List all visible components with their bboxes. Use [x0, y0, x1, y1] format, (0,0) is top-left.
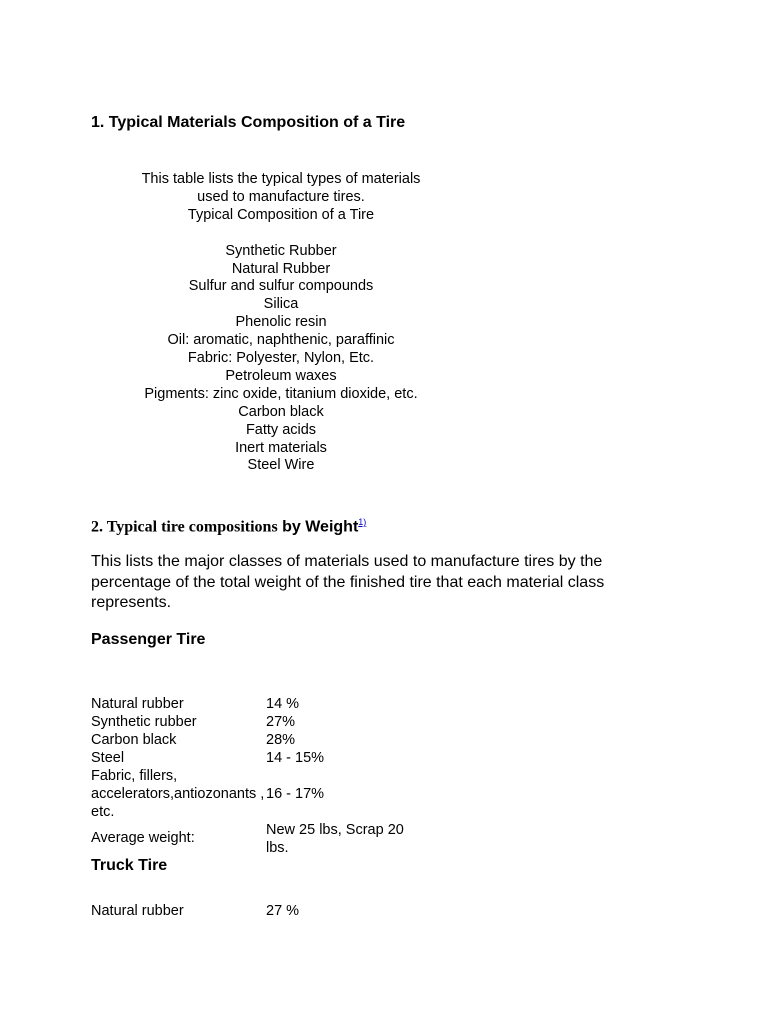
section2-paragraph: This lists the major classes of materials used to manufacture tires by the percentage of the total weight of the finished tire that each material class represents. [91, 553, 605, 611]
list-item: Phenolic resin [235, 314, 327, 331]
material-cell: Steel [91, 750, 125, 766]
list-item: Synthetic Rubber [225, 242, 337, 259]
list-item: Oil: aromatic, naphthenic, paraffinic [167, 332, 395, 349]
material-cell: Natural rubber [91, 696, 184, 712]
material-cell: Synthetic rubber [91, 714, 197, 730]
value-cell: 28% [266, 732, 296, 748]
value-cell: 27 % [266, 903, 300, 919]
table-title: Typical Composition of a Tire [187, 206, 375, 223]
value-cell: 14 - 15% [266, 750, 325, 766]
section2-heading-part2: by Weight [277, 518, 359, 536]
material-cell: Natural rubber [91, 903, 184, 919]
section2-heading-part1: 2. Typical tire compositions [91, 518, 278, 536]
footnote-link[interactable]: 1) [358, 517, 367, 527]
list-item: Inert materials [235, 439, 327, 456]
list-item: Steel Wire [247, 457, 315, 474]
list-item: Carbon black [238, 403, 324, 420]
list-item: Pigments: zinc oxide, titanium dioxide, etc. [144, 385, 418, 402]
composition-list [120, 171, 442, 475]
list-item: Silica [263, 296, 299, 313]
value-cell: 27% [266, 714, 296, 730]
intro-line: used to manufacture tires. [197, 188, 365, 205]
material-cell: Average weight: [91, 830, 195, 846]
value-cell: 14 % [266, 696, 300, 712]
section1-heading: 1. Typical Materials Composition of a Tire [91, 114, 406, 131]
list-item: Fatty acids [245, 421, 317, 438]
list-item: Fabric: Polyester, Nylon, Etc. [187, 350, 375, 367]
material-cell: Fabric, fillers, accelerators,antiozonants , etc. [91, 768, 265, 820]
material-cell: Carbon black [91, 732, 177, 748]
list-item: Natural Rubber [231, 260, 331, 277]
list-item: Petroleum waxes [225, 367, 337, 384]
value-cell: New 25 lbs, Scrap 20 lbs. [266, 822, 404, 856]
list-item: Sulfur and sulfur compounds [188, 278, 374, 295]
passenger-tire-title: Passenger Tire [91, 631, 206, 648]
section2-heading [91, 513, 366, 536]
value-cell: 16 - 17% [266, 786, 325, 802]
truck-tire-title: Truck Tire [91, 857, 168, 874]
intro-line: This table lists the typical types of materials [141, 171, 421, 187]
